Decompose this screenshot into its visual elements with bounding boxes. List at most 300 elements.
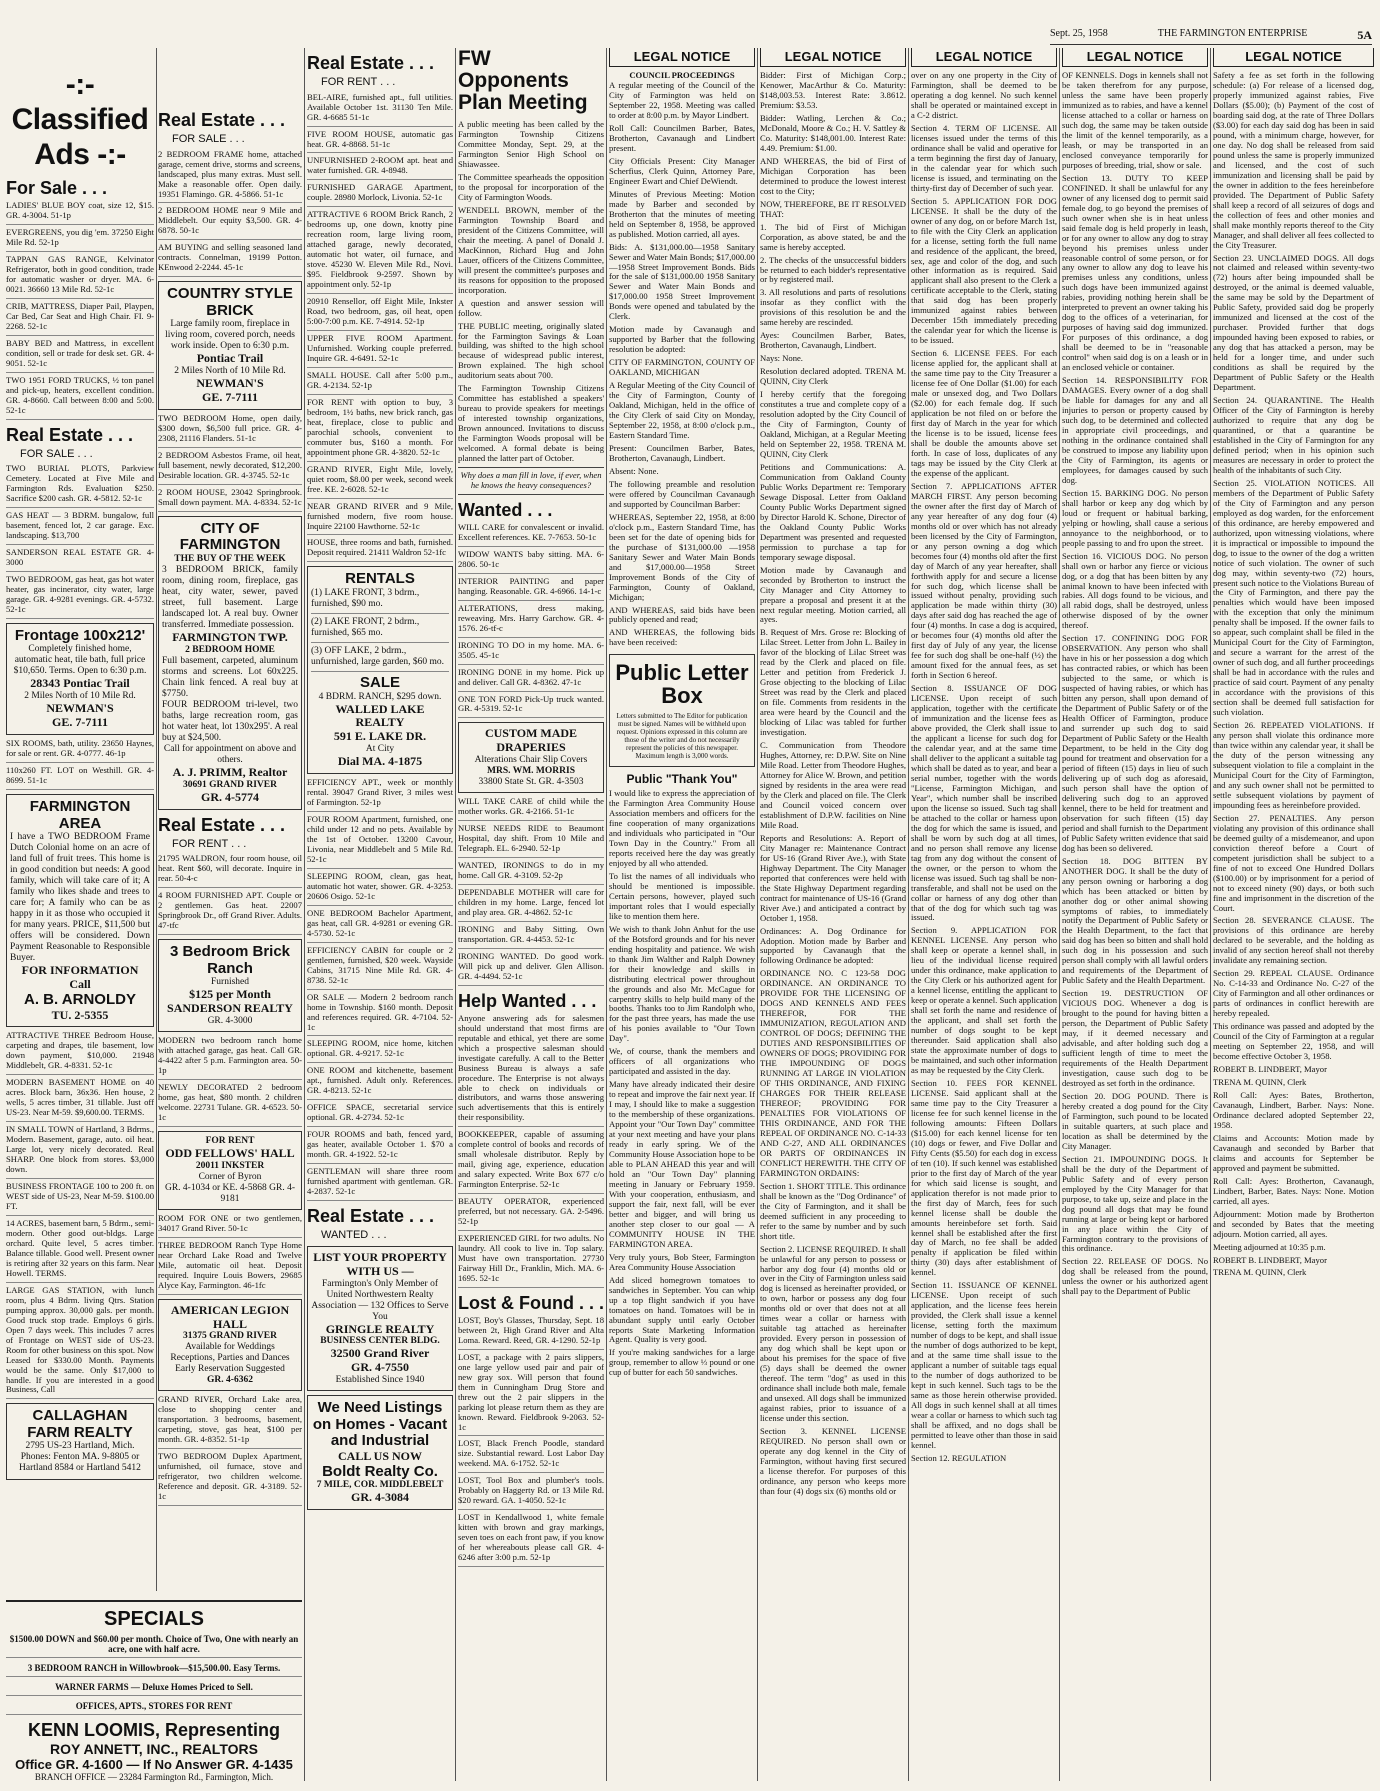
- col2-ads-3: [158, 1036, 302, 1127]
- list-item: WIDOW WANTS baby sitting. MA. 6-2806. 50-1c: [458, 550, 604, 574]
- column-8: [1062, 48, 1208, 1781]
- paragraph: AND WHEREAS, the bid of First of Michigan Corporation has been determined to produce the lowest interest cost to the City;: [760, 155, 906, 196]
- paragraph: Section 28. SEVERANCE CLAUSE. The provisions of this ordinance are hereby declared to be severable, and the holding as invalid of any section hereof shall not thereby invalidate any remaining section.: [1213, 915, 1374, 966]
- more-ads-list: [6, 1031, 154, 1399]
- paragraph: Section 25. VIOLATION NOTICES. All members of the Department of Public Safety of the City of Farmington and any person employed as dog warden, for the enforcement of this ordinance, are hereby empowered and authorized, upon witnessing violations, where it is impractical or impossible to impound the dog, to issue to the owner of the dog a written notice of such violation. The owner of such dog may, within seventy-two (72) hours, present such notice to the Violations Bureau of the City of Farmington, and there pay the penalties which would have been imposed with the exception that only the minimum penalty shall be imposed. If the owner fails to so appear, such complaint shall be filed in the Municipal Court for the City of Farmington, and secure a warrant for the arrest of the owner of such dog, and all further proceedings shall be had in accordance with the rules and practice of said court. Payment of any penalty in accordance with the provisions of this section shall be deemed full satisfaction for such violation.: [1213, 477, 1374, 718]
- boldt-ad: [307, 1395, 453, 1510]
- real-estate-subheader: FOR SALE . . .: [20, 447, 93, 460]
- paragraph: Bidder: First of Michigan Corp.; Kenower, MacArthur & Co. Maturity: $148,003.53. Interest Rate: 3.8612. Premium: $3.53.: [760, 70, 906, 110]
- paragraph: Motion made by Cavanaugh and seconded by Brotherton to instruct the City Manager and City Attorney to prepare a proposal and present it at the next regular meeting. Motion carried, all ayes.: [760, 564, 906, 625]
- four-bed: FOUR BEDROOM tri-level, two baths, large recreation room, gas hot water heat, lot 130x295'. A real buy at $24,500.: [162, 699, 298, 743]
- column-4: [458, 48, 604, 1781]
- paragraph: NOW, THEREFORE, BE IT RESOLVED THAT:: [760, 198, 906, 219]
- paragraph: Section 2. LICENSE REQUIRED. It shall be unlawful for any person to possess or harbor any dog four (4) months old or over in the City of Farmington unless said dog is licensed as hereinafter provided, or to own, harbor or possess any dog four months old or over that does not at all times wear a collar or harness with suitable tag attached as hereinafter provided. Every person in possession of any dog which shall be kept upon or about his premises for the space of five (5) days shall be deemed the owner thereof. The term "dog" as used in this ordinance shall include both male, female and unsexed. All dogs shall be immunized against rabies, prior to issuance of a license under this section.: [760, 1243, 906, 1424]
- list-item: EVERGREENS, you dig 'em. 37250 Eight Mile Rd. 52-1p: [6, 228, 154, 252]
- paragraph: WENDELL BROWN, member of the Farmington Township Board and president of the Citizens Committee, will chair the meeting. A panel of Donald J. MacKinnon, Richard Hug and John Lauer, officers of the Citizens Committee, will present the committee's purposes and its reasons for opposition to the proposed incorporation.: [458, 204, 604, 295]
- column-rule: [1059, 48, 1060, 1781]
- paragraph: This ordinance was passed and adopted by the Council of the City of Farmington at a regular meeting on September 22, 1958, and will become effective October 3, 1958.: [1213, 1021, 1374, 1062]
- wanted-re-header: Real Estate . . .: [307, 1206, 435, 1227]
- list-item: EFFICIENCY CABIN for couple or 2 gentlemen, furnished, $20 week. Wayside Cabins, 31715 Nine Mile Rd. GR. 4-8738. 52-1c: [307, 946, 453, 990]
- paragraph: Section 7. APPLICATIONS AFTER MARCH FIRST. Any person becoming the owner after the first day of March of any year hereafter of any dog four (4) months old or over which has not already been licensed by the City of Farmington, or any person owning a dog which becomes four (4) months old after the first day of March of any year hereafter, shall forthwith apply for and secure a license for such dog, which license shall be issued without penalty, providing such application be made within thirty (30) days after said dog has reached the age of four (4) months. In case a dog is acquired, or becomes four (4) months old after the first day of July of any year, the license fee for such dog shall be one-half (½) the amount fixed for the annual fees, as set forth in Section 6 hereof.: [911, 480, 1057, 681]
- list-item: IRONING TO DO in my home. MA. 6-3505. 45-1c: [458, 641, 604, 665]
- paragraph: C. Communication from Theodore Hughes, Attorney, re: D.P.W. Site on Nine Mile Road. Letter from Theodore Hughes, Attorney for Alice W. Brown, and petition signed by residents in the area were read by the Clerk and placed on file. The Clerk and Council voiced concern over establishment of D.P.W. facilities on Nine Mile Road.: [760, 740, 906, 830]
- paragraph: I hereby certify that the foregoing constitutes a true and complete copy of a resolution adopted by the City Council of the City of Farmington, County of Oakland, Michigan, at a Regular Meeting held on September 22, 1958. TRENA M. QUINN, City Clerk: [760, 389, 906, 459]
- list-item: SLEEPING ROOM, nice home, kitchen optional. GR. 4-9217. 52-1c: [307, 1039, 453, 1063]
- paragraph: Section 3. KENNEL LICENSE REQUIRED. No person shall own or operate any dog kennel in the City of Farmington, without having first secured a license therefor. For purposes of this ordinance, any person who keeps more than four (4) dogs six (6) months old or: [760, 1426, 906, 1496]
- rentals-list: [311, 588, 449, 672]
- paragraph: Section 14. RESPONSIBILITY FOR DAMAGES. Every owner of a dog shall be liable for damages for any and all injuries to person or property caused by such dog, to be determined and collected in appropriate civil proceedings, and nothing in the ordinance contained shall be construed to impose any liability upon the City of Farmington, its agents or employees, for damages caused by such dog.: [1062, 375, 1208, 485]
- specials-list: [6, 1634, 302, 1715]
- list-item: IRONING DONE in my home. Pick up and deliver. Call GR. 4-8362. 47-1c: [458, 668, 604, 692]
- help-wanted-list: [458, 1014, 604, 1288]
- council-proceedings: COUNCIL PROCEEDINGS: [629, 70, 735, 81]
- paragraph: Roll Call: Ayes: Bates, Brotherton, Cavanaugh, Lindbert, Barber. Nays: None. Ordinance declared adopted September 22, 1958.: [1213, 1089, 1374, 1130]
- col3-ads-2: [307, 778, 453, 1201]
- walled-lake-name: WALLED LAKE REALTY: [335, 701, 425, 730]
- list-item: MODERN two bedroom ranch home with attached garage, gas heat. Call GR. 4-4422 after 5 p.m. Farmington area. 50-1p: [158, 1036, 302, 1080]
- paragraph: Section 17. CONFINING DOG FOR OBSERVATION. Any person who shall have in his or her possession a dog which has contracted rabies, or which has been subjected to the same, or which is suspected of having rabies, or which has bitten any person, shall upon demand of the Department of Public Safety or of the Health Officer of Farmington, produce and surrender up such dog to said Department of Public Safety or the Health Department, to be held in the City dog pound for treatment and observation for a period of fifteen (15) days in lieu of such delivering up of such dog as aforesaid, such person shall have the option of delivering such dog to an approved kennel, there to be held for treatment and observation for such fifteen (15) day period and shall furnish to the Department of Public Safety written evidence that said dog has been so delivered.: [1062, 633, 1208, 853]
- ranch-title: 3 Bedroom Brick Ranch: [169, 943, 291, 977]
- paragraph: Section 1. SHORT TITLE. This ordinance shall be known as the "Dog Ordinance" of the City of Farmington, and it shall be deemed sufficient in any proceeding to refer to the same by number and by such short title.: [760, 1180, 906, 1241]
- country-body: Large family room, fireplace in living room, covered porch, needs work inside. Open to 6:30 p.m.: [165, 319, 295, 352]
- paragraph: Section 6. LICENSE FEES. For each license applied for, the applicant shall at the same time pay to the City Treasurer a license fee of One Dollar ($1.00) for each male or unsexed dog, and Two Dollars ($2.00) for each female dog. If such application be not filed on or before the first day of March in the year for which the license is to be issued, license fees shall be double the amounts above set forth. In case of loss, duplicates of any tags may be issued by the City Clerk at the expense of the applicant.: [911, 348, 1057, 478]
- col2-ads: [158, 150, 302, 278]
- paragraph: Section 12. REGULATION: [911, 1452, 1007, 1463]
- primm-name: A. J. PRIMM, Realtor: [172, 765, 288, 779]
- classified-banner: -:- Classified Ads -:-: [11, 68, 149, 171]
- paragraph: Section 13. DUTY TO KEEP CONFINED. It shall be unlawful for any owner of any licensed dog to permit said female dog, to go beyond the premises of such owner when she is in heat unless said female dog is held properly in leash, or for any owner to allow any dog to stray beyond his premises unless under reasonable control of some person, or for any owner to allow any dog to leave his premises unless any conditions, unless such dogs have been immunized against rabies, providing nothing herein shall be interpreted to prevent an owner taking his dog to the offices of a veterinarian, for purposes of having said dog immunized. For purposes of this ordinance, a dog shall be deemed to be in "reasonable control" when said dog is on a leash or in an enclosed vehicle or container.: [1062, 172, 1208, 373]
- list-item: ALTERATIONS, dress making, reweaving. Mrs. Harry Garchow. GR. 4-1576. 26-tf-c: [458, 604, 604, 638]
- roy-annett: ROY ANNETT, INC., REALTORS: [50, 1741, 258, 1757]
- drapery-title: CUSTOM MADE DRAPERIES: [484, 726, 578, 755]
- drapery-name: MRS. WM. MORRIS: [487, 766, 575, 777]
- list-item: 2 BEDROOM FRAME home, attached garage, cement drive, storms and screens, landscaped, plus many extras. Must sell. Make a reasonable offer. Open daily. 19351 Flamingo. GR. 4-5866. 51-1c: [158, 150, 302, 204]
- kenn-loomis: KENN LOOMIS, Representing: [27, 1720, 281, 1740]
- paragraph: Section 11. ISSUANCE OF KENNEL LICENSE. Upon receipt of such application, and the license fees herein provided, the Clerk shall issue a kennel license, setting forth the maximum number of dogs to be kept, and shall issue the number of dogs authorized to be kept, and at the same time shall issue to the applicant a number of suitable tags equal to the number of dogs authorized to be kept in such kennel. Such tags to be the same as those herein otherwise provided. All dogs in such kennel shall at all times wear a collar or harness to which such tag shall be affixed, and no dogs shall be permitted to leave other than those in said kennel.: [911, 1280, 1057, 1450]
- paragraph: We wish to thank John Anhut for the use of the Botsford grounds and for his never ending hospitality and patience. We wish to thank Jim Walther and Ralph Downey for their knowledge and skills in distributing electrical power throughout the grounds and also Mr. McCague for carpentry skills to help build many of the booths. Thanks too to Jim Randolph who, for the past three years, has made the use of his ponies available to "Our Town Day".: [609, 923, 755, 1044]
- paragraph: Resolution declared adopted. TRENA M. QUINN, City Clerk: [760, 366, 906, 387]
- thanks-body: [609, 789, 755, 1378]
- legal-notice-header: LEGAL NOTICE: [609, 48, 755, 67]
- paragraph: Section 29. REPEAL CLAUSE. Ordinance No. C-14-33 and Ordinance No. C-27 of the City of Farmington and all other ordinances or parts of ordinances in conflict herewith are hereby repealed.: [1213, 968, 1374, 1019]
- odd-phones: GR. 4-1034 or KE. 4-5868 GR. 4-9181: [164, 1182, 296, 1204]
- paragraph: Section 27. PENALTIES. Any person violating any provision of this ordinance shall be deemed guilty of a misdemeanor, and upon conviction thereof before a Court of competent jurisdiction shall be subject to a fine of not to exceed One Hundred Dollars ($100.00) or by imprisonment for a period of not to exceed ninety (90) days, or both such fine and imprisonment in the discretion of the Court.: [1213, 812, 1374, 913]
- paragraph: The Committee spearheads the opposition to the proposal for incorporation of the City of Farmington Woods.: [458, 171, 604, 202]
- pontiac-location: 2 Miles North of 10 Mile Rd.: [174, 366, 286, 377]
- list-item: BUSINESS FRONTAGE 100 to 200 ft. on WEST side of US-23, Near M-59. $100.00 FT.: [6, 1182, 154, 1216]
- paragraph: TRENA M. QUINN, Clerk: [1213, 1077, 1307, 1088]
- column-rule: [606, 48, 607, 1781]
- list-item: FOUR ROOMS and bath, fenced yard, gas heater, available October 1. $70 a month. GR. 4-1922. 52-1c: [307, 1130, 453, 1164]
- real-estate-list: [6, 464, 154, 619]
- paragraph: ROBERT B. LINDBERT, Mayor: [1213, 1064, 1327, 1075]
- paragraph: Minutes of Previous Meeting: Motion made by Barber and seconded by Brotherton that the minutes of meeting held on September 8, 1958, be approved as published. Motion carried, all ayes.: [609, 188, 755, 239]
- list-item: FOR RENT with option to buy, 3 bedroom, 1½ baths, new brick ranch, gas heat, fireplace, close to public and parochial schools, convenient to commuter bus, $160 a month. For appointment phone GR. 4-3820. 52-1c: [307, 398, 453, 462]
- twp-title: FARMINGTON TWP.: [172, 629, 288, 644]
- list-item: ATTRACTIVE 6 ROOM Brick Ranch, 2 bedrooms up, one down, knotty pine recreation room, large living room, attached garage, newly decorated, automatic hot water, oil furnace, and stove. 45230 W. Eleven Mile Rd., Novi. $95. Fieldbrook 9-2597. Shown by appointment only. 52-1p: [307, 210, 453, 294]
- legal-body-6: [760, 71, 906, 1497]
- paragraph: The Farmington Township Citizens Committee has established a speakers' bureau to provide speakers for meetings of interested township organizations, Brown announced. Invitations to discuss the Farmington Woods proposal will be welcomed. A formal debate is being planned the latter part of October.: [458, 383, 604, 464]
- column-rule: [304, 48, 305, 1781]
- list-item: IRONING and Baby Sitting. Own transportation. GR. 4-4453. 52-1c: [458, 925, 604, 949]
- farmington-area-ad: [6, 794, 154, 1027]
- list-item: WARNER FARMS — Deluxe Homes Priced to Sell.: [6, 1682, 302, 1696]
- primm-address: 30691 GRAND RIVER: [183, 779, 277, 790]
- boldt-address: 7 MILE, COR. MIDDLEBELT: [316, 1480, 444, 1491]
- list-body: Farmington's Only Member of United Northwestern Realty Association — 132 Offices to Serve You: [311, 1278, 449, 1322]
- column-2: [158, 48, 302, 1591]
- twp-sub: 2 BEDROOM HOME: [185, 644, 275, 655]
- walled-lake-address: 591 E. LAKE DR.: [333, 729, 427, 744]
- callaghan-address: 2795 US-23 Hartland, Mich.: [25, 1441, 135, 1452]
- paragraph: Claims and Accounts: Motion made by Cavanaugh and seconded by Barber that claims and accounts for September be approved and payment be submitted.: [1213, 1132, 1374, 1173]
- legal-notice-header: LEGAL NOTICE: [911, 48, 1057, 67]
- real-estate-subheader-3: FOR RENT . . .: [321, 75, 396, 88]
- sale-body: 4 BDRM. RANCH, $295 down.: [318, 691, 442, 702]
- column-5: [609, 48, 755, 1781]
- frontage-ad: [6, 623, 154, 735]
- masthead-page: 5A: [1357, 28, 1372, 42]
- list-item: TWO BEDROOM Home, open daily, $300 down, $6,500 full price. GR. 4-2308, 21116 Flanders. 51-1c: [158, 414, 302, 448]
- masthead: [1050, 28, 1372, 45]
- list-item: SLEEPING ROOM, clean, gas heat, automatic hot water, shower. GR. 4-3253. 20606 Osigo. 52-1c: [307, 872, 453, 906]
- paragraph: I would like to express the appreciation of the Farmington Area Community House Association members and officers for the fine cooperation of many organizations and individuals who participated in "Our Town Day in the Country." From all reports received here the day was greatly enjoyed by all who attended.: [609, 788, 755, 868]
- info-call: FOR INFORMATION Call: [21, 963, 139, 992]
- list-item: UNFURNISHED 2-ROOM apt. heat and water furnished. GR. 4-8948.: [307, 156, 453, 180]
- paragraph: Section 22. RELEASE OF DOGS. No dog shall be released from the pound, unless the owner or his authorized agent shall pay to the Department of Public: [1062, 1256, 1208, 1297]
- list-item: BOOKKEEPER, capable of assuming complete control of books and records of small wholesale distributor. Reply by mail, giving age, experience, education and salary expected. Write Box 677 c/o Farmington Enterprise. 52-1c: [458, 1130, 604, 1194]
- sale-title: SALE: [359, 674, 400, 691]
- paragraph: Ayes: Councilmen Barber, Bates, Brotherton, Cavanaugh, Lindbert.: [760, 330, 906, 351]
- rentals-title: RENTALS: [345, 570, 415, 588]
- brick-ranch-ad: [158, 939, 302, 1032]
- list-item: CRIB, MATTRESS, Diaper Pail, Playpen, Car Bed, Car Seat and High Chair. FI. 9-2268. 52-1c: [6, 302, 154, 336]
- paragraph: Petitions and Communications: A. Communication from Oakland County Public Works Department re: Temporary Sewage Disposal. Letter from Oakland County Public Works Department signed by Director Harold K. Schone, Director of the Oakland County Public Works Department was presented and requested permission to purchase a tap for temporary sewage disposal.: [760, 461, 906, 562]
- farmington-area-title: FARMINGTON AREA: [29, 798, 131, 832]
- list-item: SANDERSON REAL ESTATE GR. 4-3000: [6, 548, 154, 572]
- list-item: ONE TON FORD Pick-Up truck wanted. GR. 4-5319. 52-1c: [458, 695, 604, 719]
- paragraph: over on any one property in the City of Farmington, shall be deemed to be operating a dog kennel. No such kennel shall be operated or maintained except in a C-2 district.: [911, 70, 1057, 120]
- list-item: ONE ROOM and kitchenette, basement apt., furnished. Adult only. References. GR. 4-8213. 52-1c: [307, 1066, 453, 1100]
- list-item: Anyone answering ads for salesmen should understand that most firms are reputable and ethical, yet there are some which a prospective salesman should investigate carefully. A call to the Better Business Bureau is always a safe procedure. The Enterprise is not always able to check on individuals or distributors, and warns those answering such advertisements that this is entirely their responsibility.: [458, 1014, 604, 1128]
- list-item: AM BUYING and selling seasoned land contracts. Connelman, 19199 Potton. KEnwood 2-2244. 45-1c: [158, 243, 302, 277]
- paragraph: THE PUBLIC meeting, originally slated for the Farmington Savings & Loan building, was shifted to the high school because of widespread public interest, Brown explained. The high school auditorium seats about 700.: [458, 320, 604, 381]
- gringle-building: BUSINESS CENTER BLDG.: [320, 1336, 440, 1347]
- list-item: 3 BEDROOM RANCH in Willowbrook—$15,500.00. Easy Terms.: [6, 1663, 302, 1677]
- list-item: LADIES' BLUE BOY coat, size 12, $15. GR. 4-3004. 51-1p: [6, 201, 154, 225]
- frontage-body: Completely finished home, automatic heat, tile bath, full price $10,650. Terms. Open to 6:30 p.m.: [13, 644, 147, 677]
- list-item: ONE BEDROOM Bachelor Apartment, gas heat, call GR. 4-9281 or evening GR. 4-5730. 52-1c: [307, 909, 453, 943]
- legal-body-5: [609, 81, 755, 648]
- lot-ad: 110x260 FT. LOT on Westhill. GR. 4-8699. 51-1c: [6, 766, 154, 790]
- paragraph: 2. The checks of the unsuccessful bidders be returned to each bidder's representative or by registered mail.: [760, 254, 906, 285]
- paragraph: If you're making sandwiches for a large group, remember to allow ⅓ pound or one cup of butter for each 50 sandwiches.: [609, 1347, 755, 1378]
- call-appt: Call for appointment on above and others.: [163, 743, 297, 765]
- paragraph: To list the names of all individuals who should be mentioned is impossible. Certain persons, however, played such important roles that I would especially like to mention them here.: [609, 870, 755, 921]
- paragraph: City Officials Present: City Manager Scherfius, Clerk Quinn, Attorney Pare, Engineer Ewart and Chief DeWiendt.: [609, 155, 755, 186]
- city-title: CITY OF FARMINGTON: [179, 519, 281, 554]
- city-body: 3 BEDROOM BRICK, family room, dining room, fireplace, gas heat, city water, sewer, paved street, full basement. Large landscaped lot. A real buy. Owner transferred. Immediate possession.: [162, 564, 298, 630]
- specials-header: SPECIALS: [103, 1608, 205, 1630]
- paragraph: 1. The bid of First of Michigan Corporation, as above stated, be and the same is hereby accepted.: [760, 221, 906, 252]
- legion-body: Available for Weddings Receptions, Parties and Dances Early Reservation Suggested: [170, 1342, 290, 1375]
- list-item: 2 BEDROOM HOME near 9 Mile and Middlebelt. Our equity $3,500. GR. 4-6878. 50-1c: [158, 206, 302, 240]
- gringle-established: Established Since 1940: [335, 1375, 425, 1386]
- list-item: ATTRACTIVE THREE Bedroom House, carpeting and drapes, tile basement, low down payment, $10,000. 21948 Middlebelt, GR. 4-8331. 52-1c: [6, 1031, 154, 1075]
- wanted-list-2: [458, 797, 604, 986]
- list-item: 20910 Rensellor, off Eight Mile, Inkster Road, two bedroom, gas, oil heat, open 5:00-7:00 p.m. KE. 7-4914. 52-1p: [307, 297, 453, 331]
- column-rule: [908, 48, 909, 1781]
- paragraph: Add sliced homegrown tomatoes to sandwiches in September. You can whip up a top flight sandwich if you have tomatoes on hand. Tomatoes will be in abundant supply until early October reports State Marketing Information Agent. Quality is very good.: [609, 1274, 755, 1345]
- paragraph: Adjournment: Motion made by Brotherton and seconded by Bates that the meeting adjourn. Motion carried, all ayes.: [1213, 1208, 1374, 1239]
- list-item: WILL CARE for convalescent or invalid. Excellent references. KE. 7-7653. 50-1c: [458, 523, 604, 547]
- city-farmington-ad: [158, 516, 302, 810]
- list-item: 21795 WALDRON, four room house, oil heat. Rent $60, will decorate. Inquire in rear. 50-4-c: [158, 854, 302, 888]
- wanted-re-subheader: WANTED . . .: [321, 1228, 387, 1241]
- city-week: THE BUY OF THE WEEK: [174, 553, 286, 564]
- callaghan-phones: Phones: Fenton MA. 9-8805 or Hartland 8584 or Hartland 5412: [19, 1452, 141, 1474]
- list-item: 2 ROOM HOUSE, 23042 Springbrook. Small down payment. MA. 4-8334. 52-1c: [158, 488, 302, 512]
- letter-box-note: Letters submitted to The Editor for publication must be signed. Names will be withheld upon request. Opinions expressed in this column are those of the writer and do not necessarily represent the policies of this newspaper. Maximum length is 3,000 words.: [616, 711, 748, 761]
- specials-block: [6, 1600, 302, 1781]
- list-item: 4 ROOM FURNISHED APT. Couple or 2 gentlemen. Gas heat. 22007 Springbrook Dr., off Grand River. Adults. 47-tfc: [158, 891, 302, 935]
- arnoldy-name: A. B. ARNOLDY: [24, 991, 136, 1009]
- pontiac-trail: Pontiac Trail: [196, 351, 264, 366]
- for-rent-header: Real Estate . . .: [158, 814, 286, 835]
- gringle-name: GRINGLE REALTY: [325, 1321, 435, 1336]
- paragraph: Nays: None.: [760, 353, 803, 364]
- list-item: OR SALE — Modern 2 bedroom ranch home in Township. $160 month. Deposit and references required. GR. 4-7104. 52-1c: [307, 993, 453, 1037]
- wanted-header: Wanted . . .: [458, 500, 553, 521]
- paragraph: We, of course, thank the members and officers of all organizations who participated and assisted in the day.: [609, 1046, 755, 1077]
- paragraph: Meeting adjourned at 10:35 p.m.: [1213, 1241, 1326, 1252]
- real-estate-header-3: Real Estate . . .: [307, 53, 435, 73]
- paragraph: Bids: A. $131,000.00—1958 Sanitary Sewer and Water Main Bonds; $17,000.00—1958 Street Improvement Bonds. Bids for the sale of $131,000.00 1958 Sanitary Sewer and Water Main Bonds and $17,000.00 1958 Street Improvement Bonds were opened and tabulated by the Clerk.: [609, 241, 755, 322]
- twp-body: Full basement, carpeted, aluminum storms and screens. Lot 60x225. Chain link fenced. A real buy at $7750.: [162, 655, 298, 699]
- thanks-title: Public "Thank You": [626, 772, 738, 787]
- list-item: GRAND RIVER, Orchard Lake area, close to shopping center and transportation. 3 bedrooms, basement, carpeting, stove, gas heat, $100 per month. GR. 4-8352. 51-1p: [158, 1395, 302, 1449]
- list-item: GAS HEAT — 3 BDRM. bungalow, full basement, fenced lot, 2 car garage. Exc. landscaping. $13,700: [6, 511, 154, 545]
- list-item: BEL-AIRE, furnished apt., full utilities. Available October 1st. 31130 Ten Mile. GR. 4-6685 51-1c: [307, 93, 453, 127]
- paragraph: Roll Call: Councilmen Barber, Bates, Brotherton, Cavanaugh and Lindbert present.: [609, 122, 755, 153]
- odd-corner: Corner of Byron: [198, 1171, 262, 1182]
- list-item: TWO BURIAL PLOTS, Parkview Cemetery. Located at Five Mile and Farmington Rds. Evaluation $250. Sacrifice $200 cash. GR. 4-5812. 52-1c: [6, 464, 154, 508]
- legal-body-7: [911, 71, 1057, 1464]
- paragraph: Reports and Resolutions: A. Report of City Manager re: Maintenance Contract for US-16 (Grand River Ave.), with State Highway Department. The City Manager reported that conferences were held with the State Highway Department regarding contract for maintenance of US-16 (Grand River Ave.) and anticipated a contract by October 1, 1958.: [760, 832, 906, 923]
- paragraph: OF KENNELS. Dogs in kennels shall not be taken therefrom for any purpose, unless the same have been properly immunized as to rabies, and have a kennel license attached to a collar or harness on such dog, the same may be taken outside the limit of the kennel temporarily, as a leash, or may be transported in an enclosed conveyance temporarily for purposes of breeding, trial, show or sale.: [1062, 70, 1208, 170]
- list-item: EXPERIENCED GIRL for two adults. No laundry. All cook to live in. Top salary. Must have own transportation. 27730 Fairway Hill Dr., Franklin, Mich. MA. 6-1695. 52-1c: [458, 1234, 604, 1288]
- list-item: MODERN BASEMENT HOME on 40 acres. Block barn, 36x36. Hen house, 2 wells, 5 acres timber, 31 tillable. Just off US-23. Near M-59. $9,600.00. TERMS.: [6, 1078, 154, 1122]
- list-item: LARGE GAS STATION, with lunch room, plus 4 Bdrm. living Qtrs. Station pumping approx. 30,000 gals. per month. Good truck stop trade. Employs 6 girls. Open 7 days week. This includes 7 acres of Frontage on WEST side of US-23. Room for other business on this spot. Now Leased for $330.00 Month. Payments would be the same. Only $17,000 to handle. If you are interested in a good Business, Call: [6, 1286, 154, 1400]
- paragraph: AND WHEREAS, the following bids have been received:: [609, 627, 755, 648]
- frontage-phone: GE. 7-7111: [51, 715, 108, 730]
- legion-title: AMERICAN LEGION HALL: [170, 1302, 290, 1331]
- paragraph: Section 4. TERM OF LICENSE. All licenses issued under the terms of this ordinance shall be valid and operative for a term beginning the first day of January, in the calendar year for which such license is issued, and terminating on the thirty-first day of December of such year.: [911, 122, 1057, 193]
- walled-lake-phone: Dial MA. 4-1875: [337, 754, 423, 769]
- list-item: HOUSE, three rooms and bath, furnished. Deposit required. 21411 Waldron 52-1fc: [307, 538, 453, 562]
- for-rent-subheader: FOR RENT . . .: [172, 837, 247, 850]
- paragraph: A regular meeting of the Council of the City of Farmington was held on September 22, 1958. Meeting was called to order at 8:00 p.m. by Mayor Lindbert.: [609, 80, 755, 120]
- paragraph: B. Request of Mrs. Grose re: Blocking of Lilac Street. Letter from John L. Bailey in favor of the blocking of Lilac Street was read by the Clerk and placed on file. Letter and petition from Frederick J. Grose objecting to the blocking of Lilac Street was read by the Clerk and placed on file. Comments from residents in the area were heard by the Council and the blocking of Lilac was tabled for further investigation.: [760, 627, 906, 738]
- frontage-realtor: NEWMAN'S: [46, 701, 114, 716]
- list-item: OFFICES, APTS., STORES FOR RENT: [6, 1701, 302, 1715]
- list-item: GRAND RIVER, Eight Mile, lovely, quiet room, $8.00 per week, second week free. KE. 2-6028. 52-1c: [307, 465, 453, 499]
- list-item: NURSE NEEDS RIDE to Beaumont Hospital, day shift. From 10 Mile and Telegraph. EL. 6-2940. 52-1p: [458, 824, 604, 858]
- primm-phone: GR. 4-5774: [201, 789, 259, 804]
- list-item: NEWLY DECORATED 2 bedroom home, gas heat, $80 month. 2 children welcome. 22731 Tulane. GR. 4-6523. 50-1c: [158, 1083, 302, 1127]
- drapery-sub: Alterations Chair Slip Covers: [474, 755, 588, 766]
- paragraph: Safety a fee as set forth in the following schedule: (a) For release of a licensed dog, properly immunized against rabies, Five Dollars ($5.00); (b) Payment of the cost of boarding said dog, at the rate of Three Dollars ($3.00) for each day said dog has been in said pound, with a minimum charge, however, for one day. No dog shall be released from said pound unless the same is properly immunized and licensed, and the cost of such immunization and licensing shall be paid by the owner in addition to the fees hereinbefore provided. The Department of Public Safety shall keep a record of all seizures of dogs and the collection of fees and other monies and shall make monthly reports thereof to the City Manager, and shall deliver all fees collected to the City Treasurer.: [1213, 70, 1374, 250]
- paragraph: 3. All resolutions and parts of resolutions insofar as they conflict with the provisions of this resolution be and the same hereby are rescinded.: [760, 287, 906, 328]
- paragraph: Section 16. VICIOUS DOG. No person shall own or harbor any fierce or vicious dog, or a dog that has been bitten by any animal known to have been infected with rabies. All dogs found to be vicious, and all rabid dogs, shall be destroyed, unless otherwise disposed of by the owner thereof.: [1062, 550, 1208, 631]
- odd-title: FOR RENT: [205, 1135, 255, 1146]
- paragraph: ORDINANCE NO. C 123-58 DOG ORDINANCE. AN ORDINANCE TO PROVIDE FOR THE LICENSING OF DOGS AND KENNELS AND FEES THEREFOR, FOR THE IMMUNIZATION, REGULATION AND CONTROL OF DOGS; DEFINING THE DUTIES AND RESPONSIBILITIES OF OWNERS OF DOGS; PROVIDING FOR THE IMPOUNDING OF DOGS RUNNING AT LARGE IN VIOLATION OF THIS ORDINANCE, AND FIXING CHARGES FOR THEIR RELEASE THEREOF; PROVIDING FOR PENALTIES FOR VIOLATIONS OF THIS ORDINANCE, AND FOR THE REPEAL OF ORDINANCE NO. C-14-33 AND C-27, AND ALL ORDINANCES OR PARTS OF ORDINANCES IN CONFLICT HEREWITH. THE CITY OF FARMINGTON ORDAINS:: [760, 968, 906, 1178]
- callaghan-name: CALLAGHAN FARM REALTY: [27, 1407, 133, 1441]
- lost-found-list: [458, 1316, 604, 1567]
- odd-fellows-ad: [158, 1131, 302, 1210]
- paragraph: Section 20. DOG POUND. There is hereby created a dog pound for the City of Farmington, such pound to be located in suitable quarters, at such place and location as shall be determined by the City Manager.: [1062, 1090, 1208, 1151]
- boldt-name: Boldt Realty Co.: [322, 1462, 438, 1480]
- legion-ad: [158, 1299, 302, 1392]
- column-3: [307, 48, 453, 1781]
- paragraph: Section 8. ISSUANCE OF DOG LICENSE. Upon receipt of such application, together with the certificate of immunization and the license fees as above provided, the Clerk shall issue to the applicant a license for such dog for the calendar year, and at the same time shall deliver to the applicant a suitable tag which shall be dated as to year, and bear a serial number, together with the words "License, Farmington Michigan, and Year", which number shall be inscribed upon the license so issued. Such tag shall be attached to the collar or harness upon the dog for which the same is issued, and shall be worn by such dog at all times, and no person shall remove any license tag from any dog without the consent of the owner, or the person to whom the license was issued. Such tag shall be non-transferable, and shall not be used on the collar or harness of any dog other than that of the dog for which such tag was issued.: [911, 683, 1057, 923]
- for-sale-header: For Sale . . .: [6, 178, 108, 199]
- lost-found-header: Lost & Found . . .: [458, 1292, 604, 1313]
- list-item: NEAR GRAND RIVER and 9 Mile, furnished modern, five room house. Inquire 22100 Hawthorne. 52-1c: [307, 502, 453, 536]
- paragraph: Section 18. DOG BITTEN BY ANOTHER DOG. It shall be the duty of any person owning or harboring a dog which has been attacked or bitten by another dog or other animal showing symptoms of rabies, to immediately notify the Department of Public Safety or the Health Department, to the fact that said dog has been so bitten and shall hold such dog in his possession and such person shall comply with all lawful orders and requirements of the Department of Public Safety and the Health Department.: [1062, 855, 1208, 986]
- paragraph: AND WHEREAS, said bids have been publicly opened and read;: [609, 604, 755, 625]
- paragraph: Ordinances: A. Dog Ordinance for Adoption. Motion made by Barber and supported by Cavanaugh that the following Ordinance be adopted:: [760, 925, 906, 966]
- list-item: TWO BEDROOM, gas heat, gas hot water heater, gas incinerator, city water, large garage. GR. 4-9281 evenings. GR. 4-5732. 52-1c: [6, 575, 154, 619]
- col3-ads: [307, 93, 453, 563]
- paragraph: WHEREAS, September 22, 1958, at 8:00 o'clock p.m., Eastern Standard Time, has been set for the date of opening bids for the purchase of $131,000.00 —1958 Sanitary Sewer and Water Main Bonds and $17,000.00—1958 Street Improvement Bonds of the City of Farmington, County of Oakland, Michigan;: [609, 511, 755, 602]
- paragraph: Section 15. BARKING DOG. No person shall harbor or keep any dog which by loud or frequent or habitual barking, yelping or howling, shall cause a serious annoyance to the neighborhood, or to people passing to and fro upon the street.: [1062, 487, 1208, 548]
- rent-ads: [158, 854, 302, 935]
- list-item: $1500.00 DOWN and $60.00 per month. Choice of Two, One with nearly an acre, one with half acre.: [6, 1634, 302, 1658]
- paragraph: The following preamble and resolution were offered by Councilman Cavanaugh and supported by Councilman Barber:: [609, 478, 755, 509]
- list-item: 14 ACRES, basement barn, 5 Bdrm., semi-modern. Other good out-bldgs. Large orchard. Quite level, 5 acres timber. Balance tillable. Good well. Present owner is retiring after 32 years on this farm. Near Howell. TERMS.: [6, 1219, 154, 1283]
- legal-notice-header: LEGAL NOTICE: [760, 48, 906, 67]
- real-estate-header-2: Real Estate . . .: [158, 110, 286, 130]
- rentals-ad: [307, 566, 453, 774]
- for-sale-list: [6, 201, 154, 419]
- legal-notice-header: LEGAL NOTICE: [1213, 48, 1374, 67]
- column-9: [1213, 48, 1374, 1781]
- frontage-title: Frontage 100x212': [14, 626, 146, 644]
- paragraph: A question and answer session will follow.: [458, 297, 604, 318]
- list-item: TWO 1951 FORD TRUCKS, ½ ton panel and pick-up, heaters, excellent condition. GR. 4-8660. Call between 8:00 and 5:00. 52-1c: [6, 376, 154, 420]
- frontage-location: 2 Miles North of 10 Mile Rd.: [24, 691, 136, 702]
- column-rule: [1210, 48, 1211, 1781]
- list-item: (1) LAKE FRONT, 3 bdrm., furnished, $90 mo.: [311, 588, 449, 614]
- column-6: [760, 48, 906, 1781]
- gringle-address: 32500 Grand River: [330, 1346, 430, 1361]
- list-item: EFFICIENCY APT., week or monthly rental. 39047 Grand River, 3 miles west of Farmington. 52-1p: [307, 778, 453, 812]
- list-item: (2) LAKE FRONT, 2 bdrm., furnished, $65 mo.: [311, 617, 449, 643]
- letter-box: [609, 654, 755, 767]
- letter-box-title: Public Letter Box: [615, 660, 749, 709]
- six-rooms-ad: SIX ROOMS, bath, utility. 23650 Haynes, for sale or rent. GR. 4-0777. 46-1p: [6, 739, 154, 763]
- list-item: LOST, Boy's Glasses, Thursday, Sept. 18 between 2t, High Grand River and Alta Loma. Reward. Reed, GR. 4-1290. 52-1p: [458, 1316, 604, 1350]
- list-item: OFFICE SPACE, secretarial service optional. GR. 4-2734. 52-1c: [307, 1103, 453, 1127]
- list-item: THREE BEDROOM Ranch Type Home near Orchard Lake Road and Twelve Mile, automatic oil heat. Deposit required. Inquire Louis Bowers, 29685 Alyce Kay, Farmington. 46-1fc: [158, 1241, 302, 1295]
- list-item: IRONING WANTED. Do good work. Will pick up and deliver. Glen Allison. GR. 4-4494. 52-1c: [458, 952, 604, 986]
- wanted-list: [458, 523, 604, 719]
- list-item: INTERIOR PAINTING and paper hanging. Reasonable. GR. 4-6966. 14-1-c: [458, 577, 604, 601]
- list-item: LOST, Tool Box and plumber's tools. Probably on Haggerty Rd. or 13 Mile Rd. $20 reward. GA. 1-4050. 52-1c: [458, 1476, 604, 1510]
- list-item: WILL TAKE CARE of child while the mother works. GR. 4-2166. 51-1c: [458, 797, 604, 821]
- column-7: [911, 48, 1057, 1781]
- masthead-paper: THE FARMINGTON ENTERPRISE: [1157, 28, 1308, 39]
- newman-phone: GE. 7-7111: [201, 390, 258, 405]
- list-item: ROOM FOR ONE or two gentlemen, 34017 Grand River. 50-1c: [158, 1214, 302, 1238]
- legal-body-9: [1213, 71, 1374, 1278]
- gringle-ad: [307, 1246, 453, 1392]
- list-item: UPPER FIVE ROOM Apartment. Unfurnished. Working couple preferred. Inquire GR. 4-6491. 52-1c: [307, 334, 453, 368]
- list-item: WANTED, IRONINGS to do in my home. Call GR. 4-3109. 52-2p: [458, 861, 604, 885]
- list-item: 2 BEDROOM Asbestos Frame, oil heat, full basement, newly decorated, $12,200. Desirable location. GR. 4-3745. 52-1c: [158, 451, 302, 485]
- list-item: BABY BED and Mattress, in excellent condition, sell or trade for desk set. GR. 4-9051. 52-1c: [6, 339, 154, 373]
- arnoldy-phone: TU. 2-5355: [51, 1007, 109, 1022]
- legal-notice-header: LEGAL NOTICE: [1062, 48, 1208, 67]
- need-title: We Need Listings on Homes - Vacant and Industrial: [312, 1399, 448, 1450]
- list-item: BEAUTY OPERATOR, experienced preferred, but not necessary. GA. 2-5496. 52-1p: [458, 1197, 604, 1231]
- list-item: SMALL HOUSE. Call after 5:00 p.m., GR. 4-2134. 52-1p: [307, 371, 453, 395]
- column-rule: [455, 48, 456, 1781]
- story-body: [458, 120, 604, 464]
- column-rule: [757, 48, 758, 1781]
- column-rule: [156, 48, 157, 1591]
- paragraph: ROBERT B. LINDBERT, Mayor: [1213, 1254, 1327, 1265]
- drapery-ad: [458, 722, 604, 793]
- legion-address: 31375 GRAND RIVER: [183, 1331, 277, 1342]
- need-call: CALL US NOW: [337, 1448, 423, 1463]
- farmington-area-body: I have a TWO BEDROOM Frame Dutch Colonial home on an acre of land full of fruit trees. This home is in good condition but needs: A good family, which will take care of it; A family who likes shade and trees to care for; A family who can be as happy in it as those who occupied it for many years. PRICE, $11,500 but offers will be considered. Down Payment Reasonable to Responsible Buyer.: [10, 832, 150, 964]
- list-item: FIVE ROOM HOUSE, automatic gas heat. GR. 4-8868. 51-1c: [307, 130, 453, 154]
- list-item: FOUR ROOM Apartment, furnished, one child under 12 and no pets. Available by the 1st of October. 13200 Cavour, Livonia, near Middlebelt and 5 Mile Rd. 52-1c: [307, 815, 453, 869]
- drapery-address: 33800 State St. GR. 4-3503: [478, 777, 584, 788]
- col2-ads-4: [158, 1214, 302, 1295]
- odd-name: ODD FELLOWS' HALL: [165, 1145, 295, 1160]
- real-estate-subheader-2: FOR SALE . . .: [172, 132, 245, 145]
- paragraph: Section 9. APPLICATION FOR KENNEL LICENSE. Any person who shall keep or operate a kennel shall, in lieu of the individual license required under this ordinance, make application to the City Clerk or his authorized agent for a kennel license, entitling the applicant to keep or operate a kennel. Such application shall set forth the name and residence of the applicant, and shall set forth the number of dogs sought to be kept thereunder. Said application shall also state the approximate number of dogs to be maintained, and such other information as may be requested by the City Clerk.: [911, 925, 1057, 1076]
- legal-body-8: [1062, 71, 1208, 1297]
- col2-ads-2: [158, 414, 302, 512]
- column-1: [6, 48, 154, 1781]
- paragraph: Roll Call: Ayes: Brotherton, Cavanaugh, Lindbert, Barber, Bates. Nays: None. Motion carried, all ayes.: [1213, 1175, 1374, 1206]
- list-item: TWO BEDROOM Duplex Apartment, unfurnished, oil furnace, stove and refrigerator, two children welcome. Reference and deposit. GR. 4-3189. 52-1c: [158, 1452, 302, 1506]
- ranch-price: $125 per Month: [189, 987, 271, 1002]
- list-item: LOST, Black French Poodle, standard size. Substantial reward. Lost Labor Day weekend. MA. 6-1752. 52-1c: [458, 1439, 604, 1473]
- question-filler: Why does a man fill in love, if ever, when he knows the heavy consequences?: [458, 467, 604, 495]
- sanderson-phone: GR. 4-3000: [207, 1016, 253, 1027]
- paragraph: A Regular Meeting of the City Council of the City of Farmington, County of Oakland, Michigan, held in the office of the City Clerk of said City on Monday, September 22, 1958, at 8:00 o'clock p.m., Eastern Standard Time.: [609, 380, 755, 441]
- paragraph: Section 21. IMPOUNDING DOGS. It shall be the duty of the Department of Public Safety and of every person employed by the City Manager for that purpose, to take up, seize and place in the dog pound all dogs that may be found running at large or being kept or harbored in any place within the City of Farmington contrary to the provisions of this ordinance.: [1062, 1153, 1208, 1254]
- office-phone: Office GR. 4-1600 — If No Answer GR. 4-1435: [15, 1757, 293, 1772]
- paragraph: Bidder: Watling, Lerchen & Co.; McDonald, Moore & Co.; H. V. Sattley & Co. Maturity: $148,001.00. Interest Rate: 4.49. Premium: $1.00.: [760, 112, 906, 153]
- paragraph: Present: Councilmen Barber, Bates, Brotherton, Cavanaugh, Lindbert.: [609, 442, 755, 463]
- sanderson-name: SANDERSON REALTY: [167, 1001, 293, 1016]
- story-headline: FW Opponents Plan Meeting: [458, 48, 588, 115]
- list-item: FURNISHED GARAGE Apartment, couple. 28980 Morlock, Livonia. 52-1c: [307, 183, 453, 207]
- list-item: IN SMALL TOWN of Hartland, 3 Bdrms., Modern. Basement, garage, auto. oil heat. Large lot, very nicely decorated. Real SHARP. One block from stores. $3,000 down.: [6, 1125, 154, 1179]
- callaghan-ad: [6, 1403, 154, 1479]
- paragraph: Absent: None.: [609, 465, 659, 476]
- country-title: COUNTRY STYLE BRICK: [167, 285, 293, 319]
- paragraph: A public meeting has been called by the Farmington Township Citizens Committee Monday, Sept. 29, at the Farmington Senior High School on Shiawassee.: [458, 119, 604, 170]
- paragraph: Very truly yours, Bob Steer, Farmington Area Community House Association: [609, 1251, 755, 1272]
- frontage-address: 28343 Pontiac Trail: [30, 676, 130, 691]
